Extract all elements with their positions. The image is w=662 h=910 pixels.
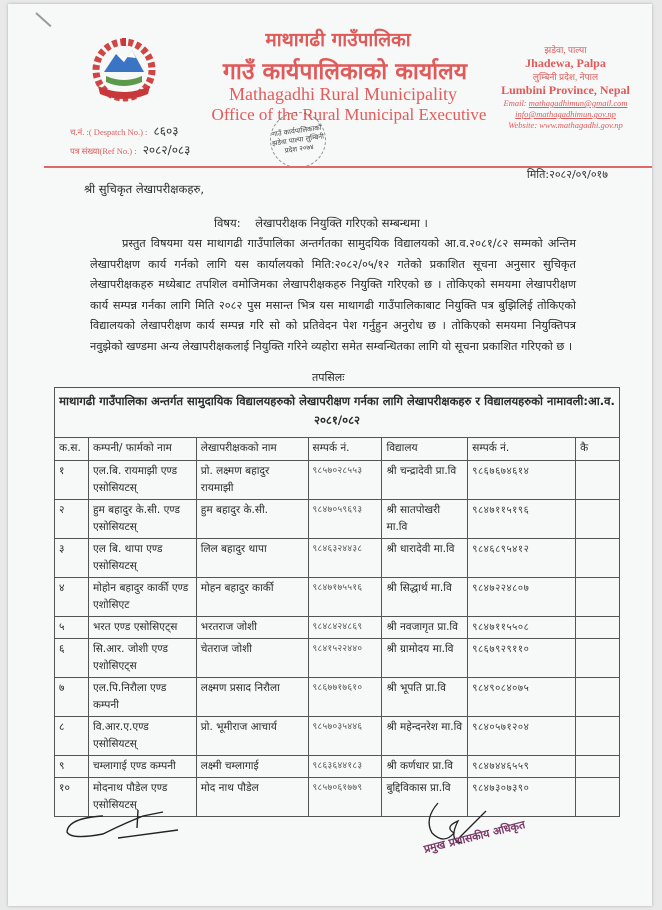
header-remarks: कै bbox=[576, 438, 620, 461]
row-sn: ५ bbox=[55, 617, 89, 639]
row-firm: वि.आर.ए.एण्ड एसोसियटस् bbox=[88, 717, 196, 756]
row-auditor-phone: ९८५७०६१७७९ bbox=[308, 778, 382, 817]
row-auditor-phone: ९८५७०३५४४६ bbox=[308, 717, 382, 756]
header-auditor-phone: सम्पर्क नं. bbox=[308, 438, 382, 461]
municipality-name-np: माथागढी गाउँपालिका bbox=[265, 29, 411, 51]
office-name-en: Office of the Rural Municipal Executive bbox=[211, 105, 487, 124]
table-row bbox=[55, 717, 620, 756]
address-en: Jhadewa, Palpa bbox=[525, 56, 606, 70]
letter-body: प्रस्तुत विषयमा यस माथागढी गाउँपालिका अन्तर्गतका सामुदयिक विद्यालयको आ.व.२०८१/८२ सम्मको अन्तिम लेखापरीक्षण कार्य गर्नको लागि यस कार्यालयको मिति:२०८२/०५/१२ गतेको प्रकाशित सूचना अनुसार सुचिकृत लेखापरीक्षकहरु मध्येबाट तपशिल वमोजिमका लेखापरीक्षकहरु नियुक्ति गरिएको छ । तोकिएको समयमा लेखापरीक्षण कार्य सम्पन्न गर्नका लागि मिति २०८२ पुस मसान्त भित्र यस माथागढी गाउँपालिकाबाट नियुक्ति पत्र बुझिलिई तोकिएको विद्यालयको लेखापरीक्षण कार्य सम्पन्न गरि सो को प्रतिवेदन पेश गर्नुहुन अनुरोध छ । तोकिएको समयमा नियुक्तिपत्र नवुझेको खण्डमा अन्य लेखापरीक्षकलाई नियुक्ति गरिने व्यहोरा समेत सम्वन्धितका लागि यो सूचना प्रकाशित गरिएको छ । bbox=[90, 237, 576, 353]
letter-page bbox=[8, 4, 652, 906]
row-auditor: भरतराज जोशी bbox=[196, 617, 308, 639]
row-remarks bbox=[576, 678, 620, 717]
address-block bbox=[478, 44, 653, 131]
nepal-emblem-icon bbox=[88, 34, 160, 104]
row-sn: ३ bbox=[55, 539, 89, 578]
header-auditor: लेखापरीक्षकको नाम bbox=[196, 438, 308, 461]
row-school: श्री नवजागृत प्रा.वि bbox=[382, 617, 468, 639]
row-remarks bbox=[576, 539, 620, 578]
row-firm: एल.बि. रायमाझी एण्ड एसोसियटस् bbox=[88, 461, 196, 500]
despatch-value: ८६०३ bbox=[153, 124, 179, 138]
office-name-np: गाउँ कार्यपालिकाको कार्यालय bbox=[222, 59, 468, 85]
despatch-line bbox=[70, 122, 178, 139]
row-remarks bbox=[576, 500, 620, 539]
row-school: श्री धारादेवी मा.वि bbox=[382, 539, 468, 578]
row-auditor: लक्ष्मण प्रसाद निरौला bbox=[196, 678, 308, 717]
row-auditor: लिल बहादुर थापा bbox=[196, 539, 308, 578]
table-title: माथागढी गाउँपालिका अन्तर्गत सामुदायिक विद्यालयहरुको लेखापरीक्षण गर्नका लागि लेखापरीक्षकहरु र विद्यालयहरुको नामावली:आ.व. २०८१/०८२ bbox=[54, 387, 620, 437]
subject-text: लेखापरीक्षक नियुक्ति गरिएको सम्बन्धमा । bbox=[255, 216, 428, 230]
schedule-label: तपसिलः bbox=[312, 371, 345, 384]
row-school: श्री सिद्धार्थ मा.वि bbox=[382, 578, 468, 617]
subject-label: विषय: bbox=[214, 216, 241, 230]
row-firm: सि.आर. जोशी एण्ड एशोसिएट्स bbox=[88, 639, 196, 678]
row-school: श्री महेन्दनरेश मा.वि bbox=[382, 717, 468, 756]
website-link[interactable]: www.mathagadhi.gov.np bbox=[539, 120, 623, 130]
row-auditor: प्रो. लक्ष्मण बहादुर रायमाझी bbox=[196, 461, 308, 500]
row-school: श्री भूपति प्रा.वि bbox=[382, 678, 468, 717]
row-school-phone: ९८६७९२९११० bbox=[468, 639, 576, 678]
row-auditor-phone: ९८४७०५९६९३ bbox=[308, 500, 382, 539]
row-auditor: प्रो. भूमीराज आचार्य bbox=[196, 717, 308, 756]
row-school: बुद्दिविकास प्रा.वि bbox=[382, 778, 468, 817]
row-sn: २ bbox=[55, 500, 89, 539]
table-row bbox=[55, 678, 620, 717]
website-label: Website: bbox=[508, 120, 538, 130]
table-row bbox=[55, 617, 620, 639]
row-school-phone: ९८४९०८४०७५ bbox=[468, 678, 576, 717]
row-sn: १० bbox=[55, 778, 89, 817]
ref-label: पत्र संख्या(Ref No.) : bbox=[70, 146, 137, 156]
subject-line bbox=[214, 216, 428, 231]
province-np: लुम्बिनी प्रदेश, नेपाल bbox=[532, 72, 599, 82]
table-row bbox=[55, 578, 620, 617]
province-en: Lumbini Province, Nepal bbox=[501, 83, 630, 97]
row-remarks bbox=[576, 578, 620, 617]
row-school-phone: ९८४६८९५४१२ bbox=[468, 539, 576, 578]
row-sn: ९ bbox=[55, 756, 89, 778]
row-firm: एल बि. थापा एण्ड एसोसियटस् bbox=[88, 539, 196, 578]
row-auditor-phone: ९८६७७१७६१० bbox=[308, 678, 382, 717]
row-remarks bbox=[576, 639, 620, 678]
email-line-1 bbox=[478, 98, 653, 109]
row-school: श्री सातपोखरी मा.वि bbox=[382, 500, 468, 539]
email-link-2[interactable]: info@mathagadhimun.gov.np bbox=[515, 109, 616, 119]
row-school-phone: ९८४०५७१२०४ bbox=[468, 717, 576, 756]
address-np: झडेवा, पाल्पा bbox=[544, 45, 587, 55]
row-firm: चम्लागाई एण्ड कम्पनी bbox=[88, 756, 196, 778]
row-school-phone: ९८४७२२४८०७ bbox=[468, 578, 576, 617]
signatory-title: प्रमुख प्रशासकीय अधिकृत bbox=[422, 818, 527, 856]
municipality-name-en: Mathagadhi Rural Municipality bbox=[229, 84, 457, 104]
header-school: विद्यालय bbox=[382, 438, 468, 461]
auditor-school-table bbox=[54, 437, 620, 817]
email-link-1[interactable]: mathagadhimun@gmail.com bbox=[528, 98, 628, 108]
row-auditor-phone: ९८५७०२८५५३ bbox=[308, 461, 382, 500]
ref-line bbox=[70, 141, 190, 158]
email-line-2 bbox=[478, 109, 653, 120]
row-auditor: हुम बहादुर के.सी. bbox=[196, 500, 308, 539]
row-auditor-phone: ९८४६३२४४३८ bbox=[308, 539, 382, 578]
row-school-phone: ९८४७३०७३९० bbox=[468, 778, 576, 817]
row-firm: एल.पि.निरौला एण्ड कम्पनी bbox=[88, 678, 196, 717]
row-firm: भरत एण्ड एसोसिएट्स bbox=[88, 617, 196, 639]
ref-value: २०८२/०८३ bbox=[142, 143, 191, 157]
row-school-phone: ९८४७४४६५५९ bbox=[468, 756, 576, 778]
row-school-phone: ९८४७११५१९६ bbox=[468, 500, 576, 539]
office-stamp: गाउँ कार्यपालिकाको झडेवा पाल्पा लुम्बिनी प्रदेश २०७४ bbox=[266, 108, 329, 171]
header-school-phone: सम्पर्क नं. bbox=[468, 438, 576, 461]
website-line bbox=[478, 120, 653, 131]
signature-left bbox=[63, 804, 193, 844]
row-school-phone: ९८४७११५५०८ bbox=[468, 617, 576, 639]
table-row bbox=[55, 461, 620, 500]
row-auditor: मोहन बहादुर कार्की bbox=[196, 578, 308, 617]
row-sn: ८ bbox=[55, 717, 89, 756]
table-header-row bbox=[55, 438, 620, 461]
row-firm: मोहोन बहादुर कार्की एण्ड एशोसिएट bbox=[88, 578, 196, 617]
email-label: Email: bbox=[503, 98, 527, 108]
row-auditor: मोद नाथ पौडेल bbox=[196, 778, 308, 817]
row-school: श्री चन्द्रादेवी प्रा.वि bbox=[382, 461, 468, 500]
header-sn: क.स. bbox=[55, 438, 89, 461]
table-row bbox=[55, 539, 620, 578]
table-row bbox=[55, 500, 620, 539]
row-school-phone: ९८६७६७४६१४ bbox=[468, 461, 576, 500]
row-remarks bbox=[576, 717, 620, 756]
row-sn: ७ bbox=[55, 678, 89, 717]
row-auditor-phone: ९८६३६४४१८३ bbox=[308, 756, 382, 778]
salutation: श्री सुचिकृत लेखापरीक्षकहरु, bbox=[84, 182, 204, 196]
row-auditor: लक्ष्मी चम्लागाई bbox=[196, 756, 308, 778]
row-auditor: चेतराज जोशी bbox=[196, 639, 308, 678]
row-auditor-phone: ९८४८४२४८६९ bbox=[308, 617, 382, 639]
staple-mark bbox=[35, 12, 51, 27]
row-sn: १ bbox=[55, 461, 89, 500]
row-remarks bbox=[576, 778, 620, 817]
row-remarks bbox=[576, 617, 620, 639]
table-row bbox=[55, 756, 620, 778]
row-sn: ६ bbox=[55, 639, 89, 678]
row-firm: मोदनाथ पौडेल एण्ड एसोसियटस् bbox=[88, 778, 196, 817]
table-row bbox=[55, 639, 620, 678]
row-firm: हुम बहादुर के.सी. एण्ड एसोसियटस् bbox=[88, 500, 196, 539]
header-firm: कम्पनी/ फार्मको नाम bbox=[88, 438, 196, 461]
row-remarks bbox=[576, 461, 620, 500]
letter-date: मिति:२०८२/०९/०१७ bbox=[526, 168, 608, 181]
row-school: श्री कर्णधार प्रा.वि bbox=[382, 756, 468, 778]
despatch-label: च.नं. :( Despatch No.) : bbox=[70, 127, 148, 137]
row-school: श्री ग्रामोदय मा.वि bbox=[382, 639, 468, 678]
row-remarks bbox=[576, 756, 620, 778]
row-sn: ४ bbox=[55, 578, 89, 617]
row-auditor-phone: ९८४१५२२४४० bbox=[308, 639, 382, 678]
row-auditor-phone: ९८४७१७५५१६ bbox=[308, 578, 382, 617]
